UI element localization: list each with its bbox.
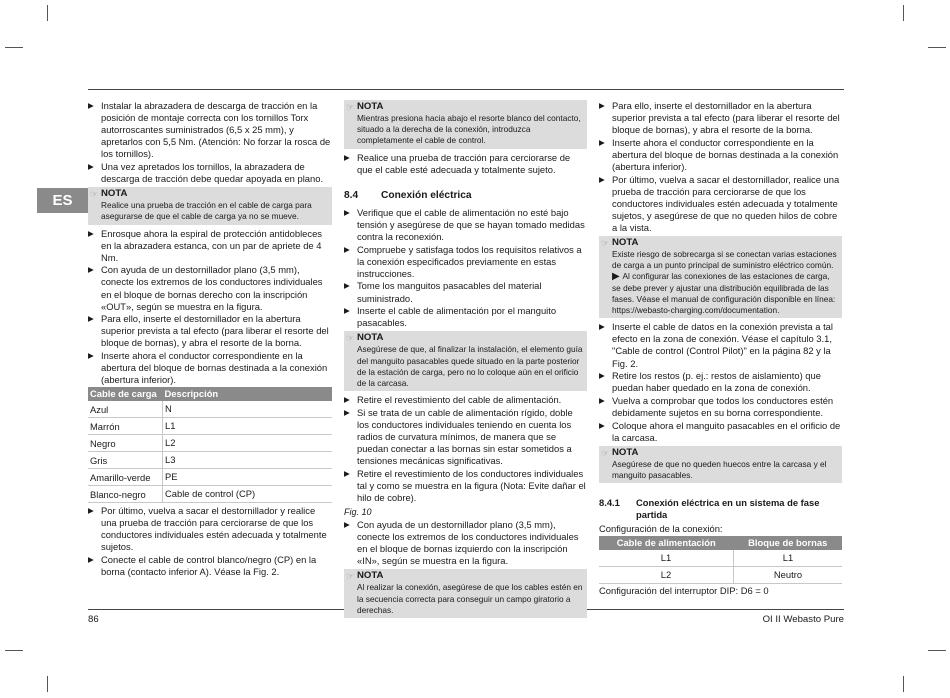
table-cell: Amarillo-verde <box>88 468 163 485</box>
note-icon: ☞ <box>346 102 355 112</box>
note-box <box>344 331 587 391</box>
header-rule <box>88 89 844 90</box>
page-number: 86 <box>88 614 99 625</box>
bullet-item: ▶ Inserte ahora el conductor correspondiente en la abertura del bloque de bornas destinada a la conexión (abertura inferior). <box>88 350 332 386</box>
bullet-item: ▶ Por último, vuelva a sacar el destornillador, realice una prueba de tracción para cerciorarse de que los conductores individuales estén adecuada y totalmente sujetos, y asegúrese de que no queden hilos de cobre a la vista. <box>599 174 842 234</box>
bullet-item: ▶ Verifique que el cable de alimentación no esté bajo tensión y asegúrese de que se hayan tomado medidas contra la reconexión. <box>344 207 587 243</box>
note-title: NOTA <box>357 332 384 344</box>
column-middle <box>344 100 587 621</box>
note-body <box>612 271 839 316</box>
bullet-item: ▶ Compruebe y satisfaga todos los requisitos relativos a la conexión especificados previamente en estas instrucciones. <box>344 244 587 280</box>
crop-mark <box>5 47 23 48</box>
crop-mark <box>928 650 946 651</box>
bullet-item: ▶ Inserte el cable de datos en la conexión prevista a tal efecto en la zona de conexión. Véase el capítulo 3.1, "Cable de control (Control Pilot)" en la página 82 y la Fig. 2. <box>599 321 842 369</box>
bullet-item: ▶ Vuelva a comprobar que todos los conductores estén debidamente sujetos en su borna correspondiente. <box>599 395 842 419</box>
note-body: Al realizar la conexión, asegúrese de que los cables estén en la secuencia correcta para conseguir un campo giratorio a derechas. <box>357 582 583 615</box>
table-header: Cable de alimentación <box>599 536 733 550</box>
table-row <box>88 485 332 502</box>
table-row <box>88 417 332 434</box>
table-row <box>599 550 842 567</box>
arrow-icon: ▶ <box>612 271 623 283</box>
table-cell: Marrón <box>88 417 163 434</box>
bullet-item: ▶ Retire el revestimiento de los conductores individuales tal y como se muestra en la figura (Nota: Evite dañar el hilo de cobre). <box>344 468 587 504</box>
note-body: Mientras presiona hacia abajo el resorte blanco del contacto, situado a la derecha de la conexión, introduzca completamente el cable de control. <box>357 113 581 146</box>
bullet-item: ▶ Inserte el cable de alimentación por el manguito pasacables. <box>344 305 587 329</box>
table-row <box>88 434 332 451</box>
table-cell: Neutro <box>733 567 842 584</box>
language-tab: ES <box>37 188 88 213</box>
figure-label: Fig. 10 <box>344 506 372 517</box>
table-cell: Azul <box>88 401 163 418</box>
section-heading <box>344 190 587 202</box>
note-box <box>88 187 332 224</box>
subsection-heading <box>599 497 842 521</box>
note-body: Realice una prueba de tracción en el cable de carga para asegurarse de que el cable de carga ya no se mueve. <box>101 200 312 222</box>
table-cell: Blanco-negro <box>88 485 163 502</box>
table-cell: Cable de control (CP) <box>163 485 333 502</box>
bullet-item: ▶ Coloque ahora el manguito pasacables en el orificio de la carcasa. <box>599 420 842 444</box>
column-right <box>599 100 842 598</box>
table-cell: L1 <box>733 550 842 567</box>
crop-mark <box>47 5 48 21</box>
note-title: NOTA <box>101 188 128 200</box>
split-phase-table <box>599 536 842 584</box>
table-cell: L1 <box>599 550 733 567</box>
config-label: Configuración de la conexión: <box>599 523 723 535</box>
bullet-item: ▶ Inserte ahora el conductor correspondiente en la abertura del bloque de bornas destinada a la conexión (abertura inferior). <box>599 137 842 173</box>
crop-mark <box>47 676 48 692</box>
note-title: NOTA <box>612 237 639 249</box>
table-cell: L2 <box>599 567 733 584</box>
subsection-title: Conexión eléctrica en un sistema de fase partida <box>636 497 820 521</box>
table-header: Bloque de bornas <box>733 536 842 550</box>
note-icon: ☞ <box>346 333 355 344</box>
table-cell: L1 <box>163 417 333 434</box>
note-icon: ☞ <box>346 571 355 582</box>
bullet-item: ▶ Tome los manguitos pasacables del material suministrado. <box>344 280 587 304</box>
section-number: 8.4 <box>344 189 359 201</box>
table-cell: N <box>163 401 333 418</box>
bullet-item: ▶ Enrosque ahora la espiral de protección antidobleces en la abrazadera estanca, con un par de apriete de 4 Nm. <box>88 228 332 264</box>
bullet-item: ▶ Si se trata de un cable de alimentación rígido, doble los conductores individuales teniendo en cuenta los radios de curvatura mínimos, de manera que se puedan conectar a las bornas sin estar sometidos a tensiones mecánicas significativas. <box>344 407 587 467</box>
note-title: NOTA <box>357 101 384 112</box>
table-row <box>599 567 842 584</box>
table-row <box>88 401 332 418</box>
table-header: Cable de carga <box>88 387 163 401</box>
note-icon: ☞ <box>601 238 610 249</box>
table-row <box>88 451 332 468</box>
subsection-number: 8.4.1 <box>599 497 620 509</box>
note-box <box>344 569 587 618</box>
dip-switch-label: Configuración del interruptor DIP: D6 = 0 <box>599 585 769 597</box>
cable-table <box>88 387 332 503</box>
crop-mark <box>903 676 904 692</box>
bullet-item: ▶ Para ello, inserte el destornillador en la abertura superior prevista a tal efecto (para liberar el resorte del bloque de bornas), y abra el resorte de la borna. <box>88 313 332 349</box>
bullet-item: ▶ Con ayuda de un destornillador plano (3,5 mm), conecte los extremos de los conductores individuales en el bloque de bornas derecho con la inscripción «OUT», según se muestra en la figura. <box>88 264 332 312</box>
note-box <box>344 100 587 149</box>
table-cell: PE <box>163 468 333 485</box>
column-left <box>88 100 332 578</box>
bullet-item: ▶ Con ayuda de un destornillador plano (3,5 mm), conecte los extremos de los conductores individuales en el bloque de bornas izquierdo con la inscripción «IN», según se muestra en la figura. <box>344 519 587 567</box>
crop-mark <box>5 650 23 651</box>
bullet-item: ▶ Conecte el cable de control blanco/negro (CP) en la borna (contacto inferior A). Véase la Fig. 2. <box>88 554 332 578</box>
note-body: Existe riesgo de sobrecarga si se conectan varias estaciones de carga a un punto principal de suministro eléctrico común. <box>612 249 837 271</box>
document-title: OI II Webasto Pure <box>762 614 844 625</box>
section-title: Conexión eléctrica <box>381 189 472 201</box>
bullet-item: ▶ Por último, vuelva a sacar el destornillador y realice una prueba de tracción para cerciorarse de que los conductores individuales estén adecuada y totalmente sujetos. <box>88 505 332 553</box>
note-body-text: Al configurar las conexiones de las estaciones de carga, se debe prever y ajustar una distribución equilibrada de las fases. Véase el manual de configuración disponible en línea: https://webasto-charging.com/documentation. <box>612 271 836 316</box>
crop-mark <box>903 5 904 21</box>
bullet-item: ▶ Retire el revestimiento del cable de alimentación. <box>344 394 587 406</box>
table-row <box>88 468 332 485</box>
table-cell: Gris <box>88 451 163 468</box>
crop-mark <box>928 47 946 48</box>
table-cell: L2 <box>163 434 333 451</box>
bullet-item: ▶ Realice una prueba de tracción para cerciorarse de que el cable esté adecuada y totalmente sujeto. <box>344 152 587 176</box>
note-icon: ☞ <box>601 447 610 458</box>
bullet-item: ▶ Una vez apretados los tornillos, la abrazadera de descarga de tracción debe quedar apoyada en plano. <box>88 161 332 185</box>
table-cell: Negro <box>88 434 163 451</box>
table-cell: L3 <box>163 451 333 468</box>
note-icon: ☞ <box>90 189 99 200</box>
note-title: NOTA <box>357 570 384 582</box>
bullet-item: ▶ Retire los restos (p. ej.: restos de aislamiento) que puedan haber quedado en la zona de conexión. <box>599 370 842 394</box>
note-body: Asegúrese de que, al finalizar la instalación, el elemento guía del manguito pasacables quede situado en la parte posterior de la estación de carga, pero no lo coloque aún en el orificio de la carcasa. <box>357 344 583 388</box>
note-title: NOTA <box>612 446 639 458</box>
note-box <box>599 446 842 483</box>
table-header: Descripción <box>163 387 333 401</box>
bullet-item: ▶ Para ello, inserte el destornillador en la abertura superior prevista a tal efecto (para liberar el resorte del bloque de bornas), y abra el resorte de la borna. <box>599 100 842 136</box>
note-box <box>599 236 842 318</box>
note-body: Asegúrese de que no queden huecos entre la carcasa y el manguito pasacables. <box>612 458 827 480</box>
bullet-item: ▶ Instalar la abrazadera de descarga de tracción en la posición de montaje correcta con los tornillos Torx autorroscantes suministrados (6,5 x 25 mm), y apretarlos con 5,5 Nm. (Atención: No forzar la rosca de los tornillos). <box>88 100 332 160</box>
